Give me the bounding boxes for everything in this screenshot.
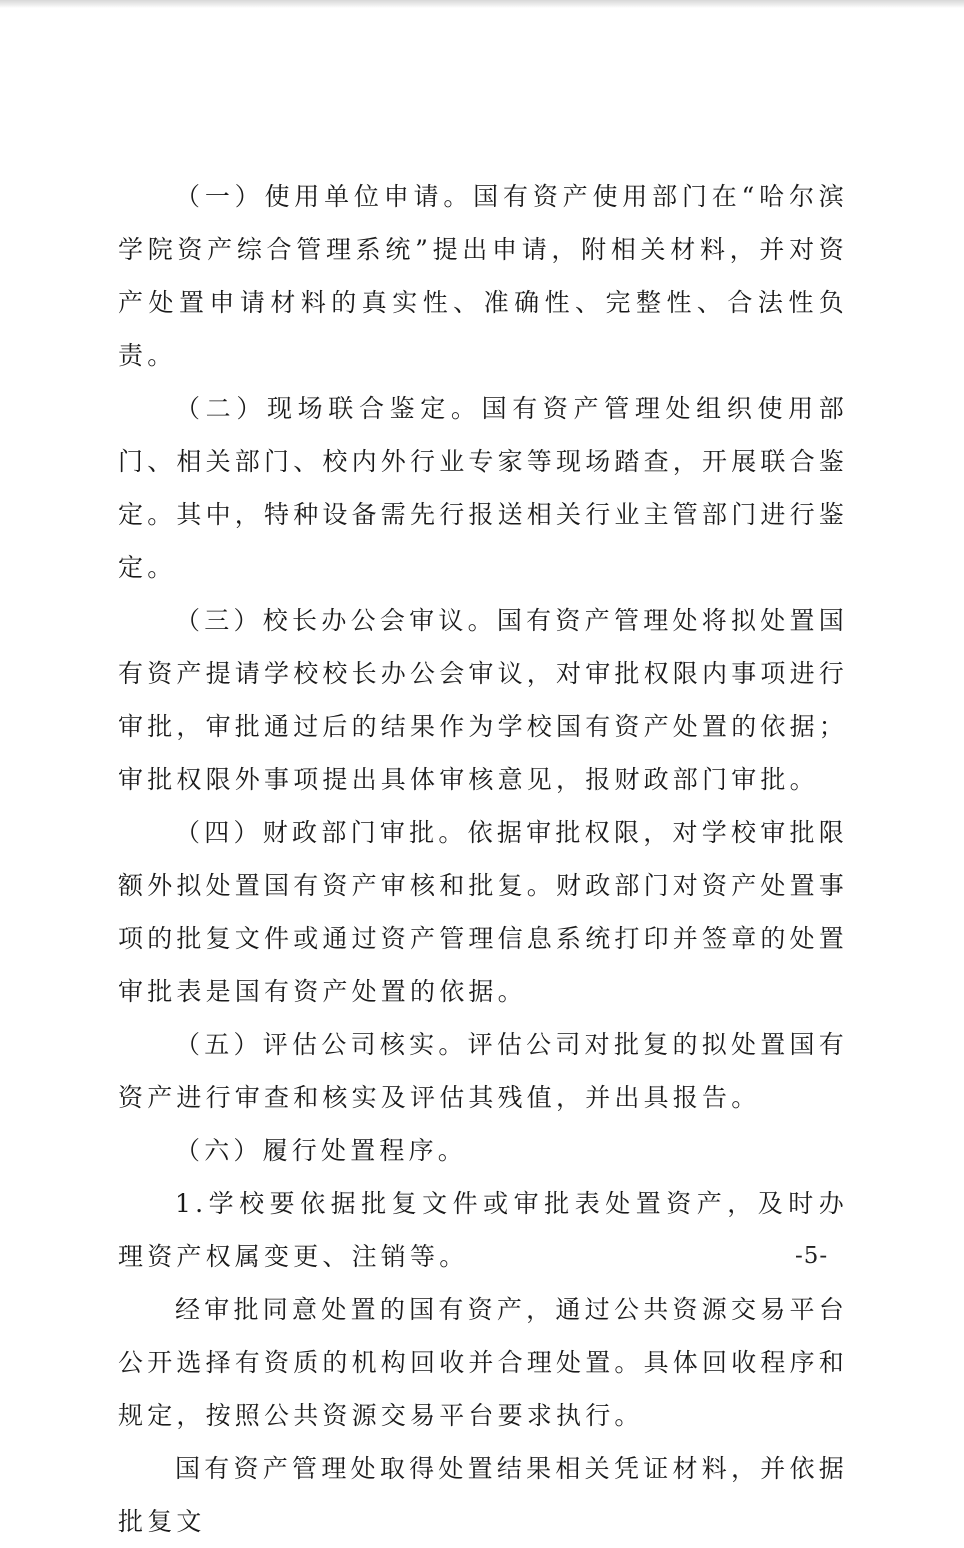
paragraph-joint-appraisal: （二）现场联合鉴定。国有资产管理处组织使用部门、相关部门、校内外行业专家等现场踏查，开展联合鉴定。其中，特种设备需先行报送相关行业主管部门进行鉴定。 [118,394,849,582]
paragraph-item-1: 1.学校要依据批复文件或审批表处置资产，及时办理资产权属变更、注销等。 [118,1189,848,1271]
document-body [118,170,848,1548]
paragraph-usage-application: （一）使用单位申请。国有资产使用部门在“哈尔滨学院资产综合管理系统”提出申请，附相关材料，并对资产处置申请材料的真实性、准确性、完整性、合法性负责。 [118,182,848,370]
paragraph-disposal-records: 国有资产管理处取得处置结果相关凭证材料，并依据批复文 [118,1454,848,1536]
paragraph-public-platform: 经审批同意处置的国有资产，通过公共资源交易平台公开选择有资质的机构回收并合理处置。具体回收程序和规定，按照公共资源交易平台要求执行。 [118,1295,849,1430]
scan-edge [0,0,964,8]
paragraph-president-meeting: （三）校长办公会审议。国有资产管理处将拟处置国有资产提请学校校长办公会审议，对审批权限内事项进行审批，审批通过后的结果作为学校国有资产处置的依据；审批权限外事项提出具体审核意见，报财政部门审批。 [118,606,849,794]
page-number: -5- [795,1243,829,1269]
paragraph-appraisal-verification: （五）评估公司核实。评估公司对批复的拟处置国有资产进行审查和核实及评估其残值，并出具报告。 [118,1030,848,1112]
paragraph-disposal-procedure: （六）履行处置程序。 [175,1136,468,1165]
paragraph-finance-approval: （四）财政部门审批。依据审批权限，对学校审批限额外拟处置国有资产审核和批复。财政部门对资产处置事项的批复文件或通过资产管理信息系统打印并签章的处置审批表是国有资产处置的依据。 [118,818,849,1006]
